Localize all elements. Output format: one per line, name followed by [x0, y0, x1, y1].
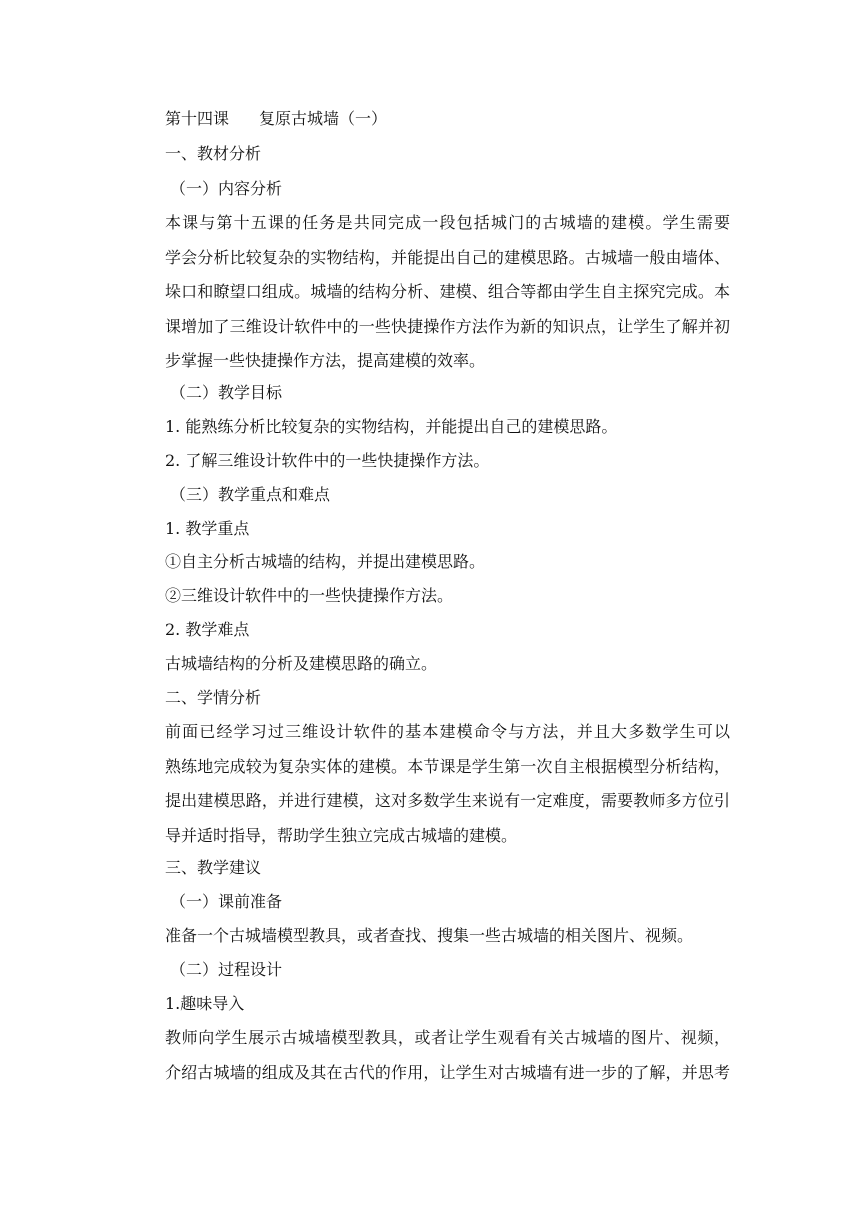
- paragraph-student-analysis: [165, 715, 730, 853]
- key-point-item-1: ①自主分析古城墙的结构，并提出建模思路。: [165, 552, 486, 571]
- difficult-points-text: 古城墙结构的分析及建模思路的确立。: [165, 654, 438, 673]
- key-point-item-2: ②三维设计软件中的一些快捷操作方法。: [165, 586, 454, 605]
- paragraph-line: 课增加了三维设计软件中的一些快捷操作方法作为新的知识点，让学生了解并初: [165, 316, 730, 336]
- paragraph-line: 介绍古城墙的组成及其在古代的作用，让学生对古城墙有进一步的了解，并思考: [165, 1062, 730, 1082]
- lesson-name: 复原古城墙（一）: [259, 109, 388, 128]
- paragraph-line: 垛口和瞭望口组成。城墙的结构分析、建模、组合等都由学生自主探究完成。本: [165, 282, 730, 301]
- lesson-title: [165, 108, 387, 130]
- section-heading-analysis: 一、教材分析: [165, 144, 262, 163]
- paragraph-line: 教师向学生展示古城墙模型教具，或者让学生观看有关古城墙的图片、视频，: [165, 1028, 730, 1047]
- subheading-content-analysis: （一）内容分析: [170, 179, 283, 198]
- preparation-text: 准备一个古城墙模型教具，或者查找、搜集一些古城墙的相关图片、视频。: [165, 926, 694, 945]
- paragraph-line: 导并适时指导，帮助学生独立完成古城墙的建模。: [165, 825, 518, 845]
- section-heading-suggestions: 三、教学建议: [165, 858, 262, 877]
- goal-item-2: 2. 了解三维设计软件中的一些快捷操作方法。: [165, 451, 490, 470]
- paragraph-content-analysis: [165, 206, 730, 379]
- paragraph-intro: [165, 1021, 730, 1090]
- paragraph-line: 步掌握一些快捷操作方法，提高建模的效率。: [165, 351, 486, 370]
- key-points-heading: 1. 教学重点: [165, 519, 250, 538]
- paragraph-line: 前面已经学习过三维设计软件的基本建模命令与方法，并且大多数学生可以: [165, 722, 730, 741]
- difficult-points-heading: 2. 教学难点: [165, 620, 250, 639]
- paragraph-line: 提出建模思路，并进行建模，这对多数学生来说有一定难度，需要教师多方位引: [165, 791, 730, 810]
- paragraph-line: 熟练地完成较为复杂实体的建模。本节课是学生第一次自主根据模型分析结构，: [165, 756, 730, 776]
- section-heading-student-analysis: 二、学情分析: [165, 688, 262, 707]
- subheading-key-difficult: （三）教学重点和难点: [170, 485, 331, 504]
- subheading-process-design: （二）过程设计: [170, 960, 283, 979]
- lesson-number: 第十四课: [165, 109, 230, 128]
- subheading-teaching-goals: （二）教学目标: [170, 383, 283, 402]
- paragraph-line: 本课与第十五课的任务是共同完成一段包括城门的古城墙的建模。学生需要: [165, 213, 730, 232]
- step-heading-intro: 1.趣味导入: [165, 994, 245, 1013]
- subheading-preparation: （一）课前准备: [170, 892, 283, 911]
- goal-item-1: 1. 能熟练分析比较复杂的实物结构，并能提出自己的建模思路。: [165, 417, 618, 436]
- paragraph-line: 学会分析比较复杂的实物结构，并能提出自己的建模思路。古城墙一般由墙体、: [165, 247, 730, 267]
